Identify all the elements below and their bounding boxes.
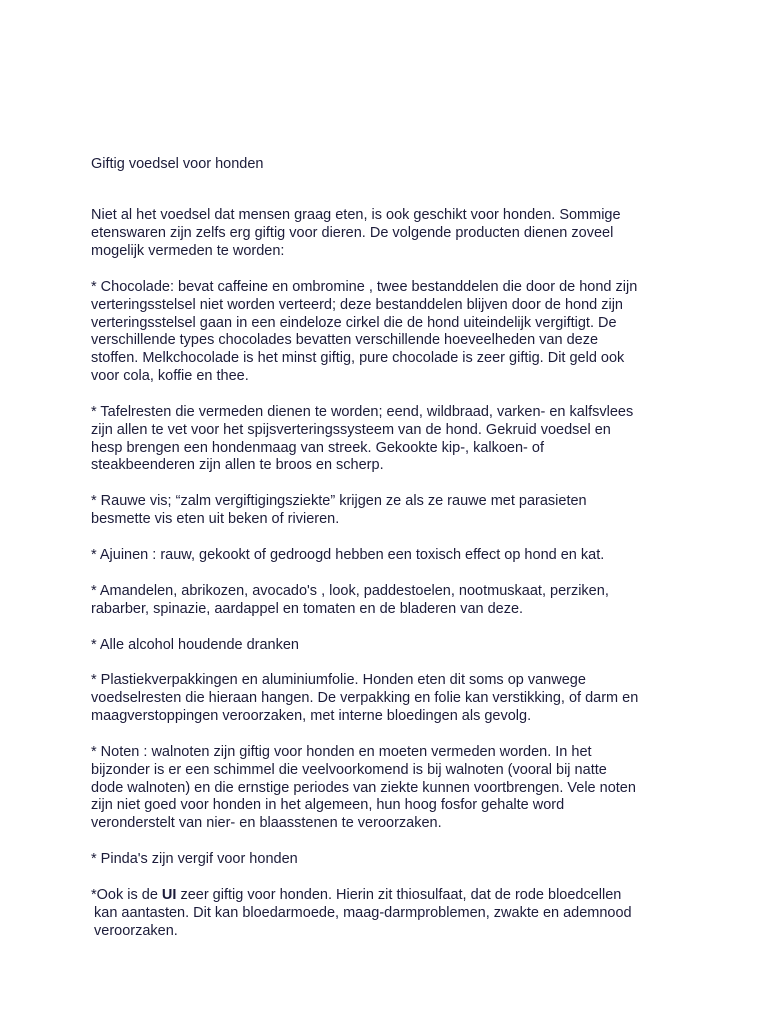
text-line: stoffen. Melkchocolade is het minst giftig, pure chocolade is zeer giftig. Dit geld ook [91,350,625,367]
alcohol-paragraph [91,637,299,655]
text-line: mogelijk vermeden te worden: [91,242,285,259]
amandelen-paragraph [91,583,609,619]
text-line: etenswaren zijn zelfs erg giftig voor dieren. De volgende producten dienen zoveel [91,224,614,241]
ui-suffix: zeer giftig voor honden. Hierin zit thiosulfaat, dat de rode bloedcellen [176,887,622,903]
text-line: * Amandelen, abrikozen, avocado's , look, paddestoelen, nootmuskaat, perziken, [91,583,609,599]
vis-paragraph [91,493,587,529]
text-line: besmette vis eten uit beken of rivieren. [91,510,340,527]
text-line: * Plastiekverpakkingen en aluminiumfolie. Honden eten dit soms op vanwege [91,672,586,688]
text-line: rabarber, spinazie, aardappel en tomaten en de bladeren van deze. [91,600,524,617]
text-line: bijzonder is er een schimmel die veelvoorkomend is bij walnoten (vooral bij natte [91,761,607,778]
text-line: zijn allen te vet voor het spijsverteringssysteem van de hond. Gekruid voedsel en [91,421,611,438]
text-line: * Chocolade: bevat caffeine en ombromine , twee bestanddelen die door de hond zijn [91,279,638,295]
text-line: veroorzaken. [94,922,178,939]
ajuinen-paragraph [91,547,604,565]
text-line: * Rauwe vis; “zalm vergiftigingsziekte” krijgen ze als ze rauwe met parasieten [91,493,587,509]
tafelresten-paragraph [91,404,633,475]
pinda-paragraph [91,851,298,869]
text-line: voor cola, koffie en thee. [91,367,249,384]
intro-paragraph [91,207,621,260]
ui-bold-term: UI [161,887,177,903]
document-title: Giftig voedsel voor honden [91,156,264,172]
chocolade-paragraph [91,279,637,386]
noten-paragraph [91,744,636,833]
text-line: zijn niet goed voor honden in het algemeen, hun hoog fosfor gehalte word [91,797,565,814]
text-line: dode walnoten) en die ernstige periodes van ziekte kunnen voortbrengen. Vele noten [91,779,636,796]
text-line: * Pinda's zijn vergif voor honden [91,851,298,867]
text-line: veronderstelt van nier- en blaasstenen te veroorzaken. [91,815,442,832]
text-line: voedselresten die hieraan hangen. De verpakking en folie kan verstikking, of darm en [91,689,639,706]
text-line: hesp brengen een hondenmaag van streek. Gekookte kip-, kalkoen- of [91,439,545,456]
text-line: verteringsstelsel niet worden verteerd; deze bestanddelen blijven door de hond zijn [91,296,623,313]
ui-prefix: *Ook is de [91,887,162,903]
text-line: maagverstoppingen veroorzaken, met interne bloedingen als gevolg. [91,707,532,724]
ui-paragraph [91,887,632,940]
text-line: steakbeenderen zijn allen te broos en scherp. [91,457,384,474]
text-line: verteringsstelsel gaan in een eindeloze cirkel die de hond uiteindelijk vergiftigt. De [91,314,617,331]
text-line: Niet al het voedsel dat mensen graag eten, is ook geschikt voor honden. Sommige [91,207,621,223]
text-line: verschillende types chocolades bevatten verschillende hoeveelheden van deze [91,332,599,349]
text-line [91,887,632,905]
text-line: * Ajuinen : rauw, gekookt of gedroogd hebben een toxisch effect op hond en kat. [91,547,605,563]
text-line: * Alle alcohol houdende dranken [91,637,299,653]
text-line: kan aantasten. Dit kan bloedarmoede, maag-darmproblemen, zwakte en ademnood [94,904,632,921]
text-line: * Tafelresten die vermeden dienen te worden; eend, wildbraad, varken- en kalfsvlees [91,404,634,420]
plastiek-paragraph [91,672,638,725]
text-line: * Noten : walnoten zijn giftig voor honden en moeten vermeden worden. In het [91,744,592,760]
